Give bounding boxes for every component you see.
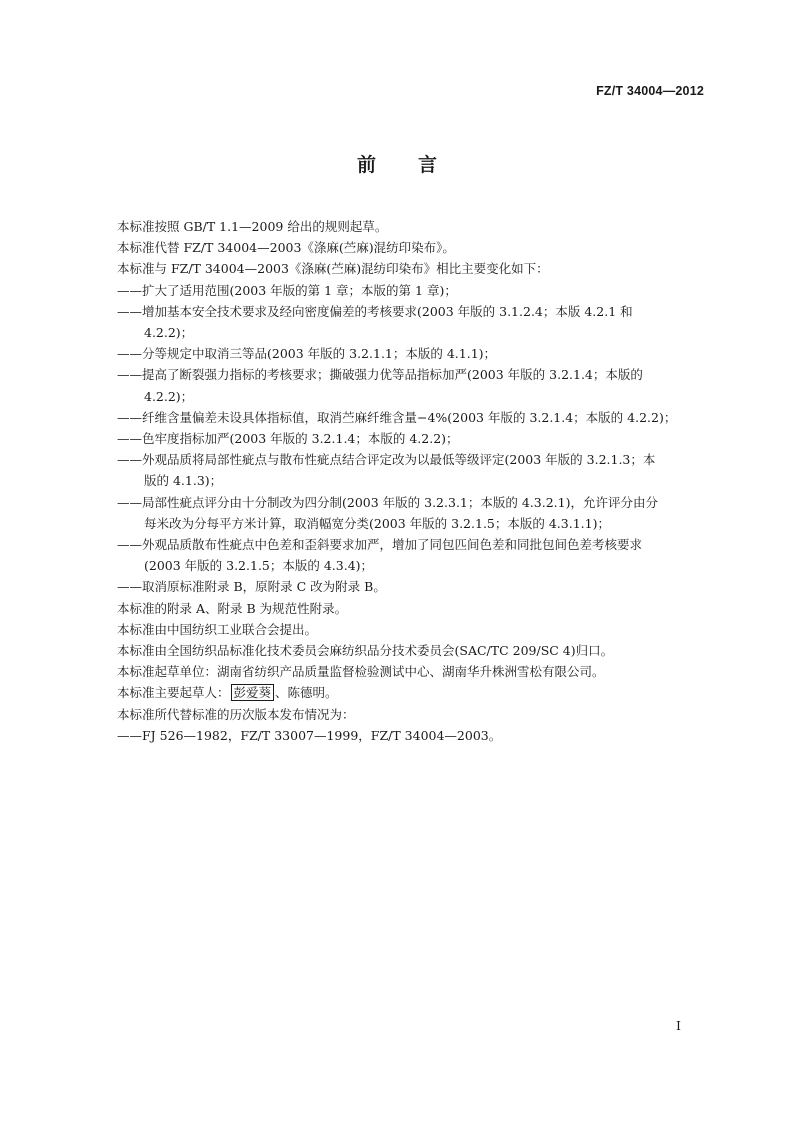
change-item: ——增加基本安全技术要求及经向密度偏差的考核要求(2003 年版的 3.1.2.4；本版 4.2.1 和 4.2.2)；	[117, 303, 633, 341]
change-item: ——纤维含量偏差未设具体指标值，取消苎麻纤维含量−4%(2003 年版的 3.2.1.4；本版的 4.2.2)；	[117, 409, 677, 425]
change-item: ——扩大了适用范围(2003 年版的第 1 章；本版的第 1 章)；	[117, 282, 457, 298]
change-item: ——色牢度指标加严(2003 年版的 3.2.1.4；本版的 4.2.2)；	[117, 431, 459, 447]
change-item: ——提高了断裂强力指标的考核要求；撕破强力优等品指标加严(2003 年版的 3.2.1.4；本版的 4.2.2)；	[117, 367, 643, 404]
foreword-paragraph: 本标准的附录 A、附录 B 为规范性附录。	[117, 600, 348, 616]
foreword-paragraph: 本标准起草单位：湖南省纺织产品质量监督检验测试中心、湖南华升株洲雪松有限公司。	[117, 664, 605, 680]
change-item: ——外观品质将局部性疵点与散布性疵点结合评定改为以最低等级评定(2003 年版的 3.2.1.3；本 版的 4.1.3)；	[117, 452, 656, 489]
title-char-1: 前	[356, 154, 376, 176]
foreword-paragraph: 本标准所代替标准的历次版本发布情况为：	[117, 706, 355, 722]
change-item: ——外观品质散布性疵点中色差和歪斜要求加严，增加了同包匹间色差和同批包间色差考核要求 (2003 年版的 3.2.1.5；本版的 4.3.4)；	[117, 537, 643, 574]
foreword-paragraph: 本标准由全国纺织品标准化技术委员会麻纺织品分技术委员会(SAC/TC 209/SC 4)归口。	[117, 643, 614, 659]
drafters-rest: 、陈德明。	[275, 685, 338, 701]
boxed-drafter-name: 彭爱葵	[231, 684, 275, 701]
standard-code: FZ/T 34004—2012	[596, 84, 704, 98]
drafters-paragraph	[117, 682, 712, 703]
foreword-paragraph: ——FJ 526—1982，FZ/T 33007—1999，FZ/T 34004—2003。	[117, 727, 502, 743]
change-item: ——取消原标准附录 B，原附录 C 改为附录 B。	[117, 579, 386, 595]
title-char-2: 言	[418, 154, 438, 176]
foreword-paragraph: 本标准由中国纺织工业联合会提出。	[117, 621, 318, 637]
drafters-prefix: 本标准主要起草人：	[117, 685, 230, 701]
page-number: I	[676, 1018, 681, 1033]
foreword-paragraph: 本标准与 FZ/T 34004—2003《涤麻(苎麻)混纺印染布》相比主要变化如下：	[117, 261, 549, 277]
page-title	[0, 150, 794, 177]
change-item: ——局部性疵点评分由十分制改为四分制(2003 年版的 3.2.3.1；本版的 4.3.2.1)，允许评分由分 每米改为分每平方米计算，取消幅宽分类(2003 年版的 3.2.1.5；本版的 4.3.1.1)；	[117, 494, 658, 531]
change-item: ——分等规定中取消三等品(2003 年版的 3.2.1.1；本版的 4.1.1)；	[117, 346, 497, 362]
foreword-body	[117, 216, 712, 746]
foreword-paragraph: 本标准代替 FZ/T 34004—2003《涤麻(苎麻)混纺印染布》。	[117, 240, 455, 256]
changes-list	[117, 280, 712, 598]
foreword-paragraph: 本标准按照 GB/T 1.1—2009 给出的规则起草。	[117, 219, 388, 234]
